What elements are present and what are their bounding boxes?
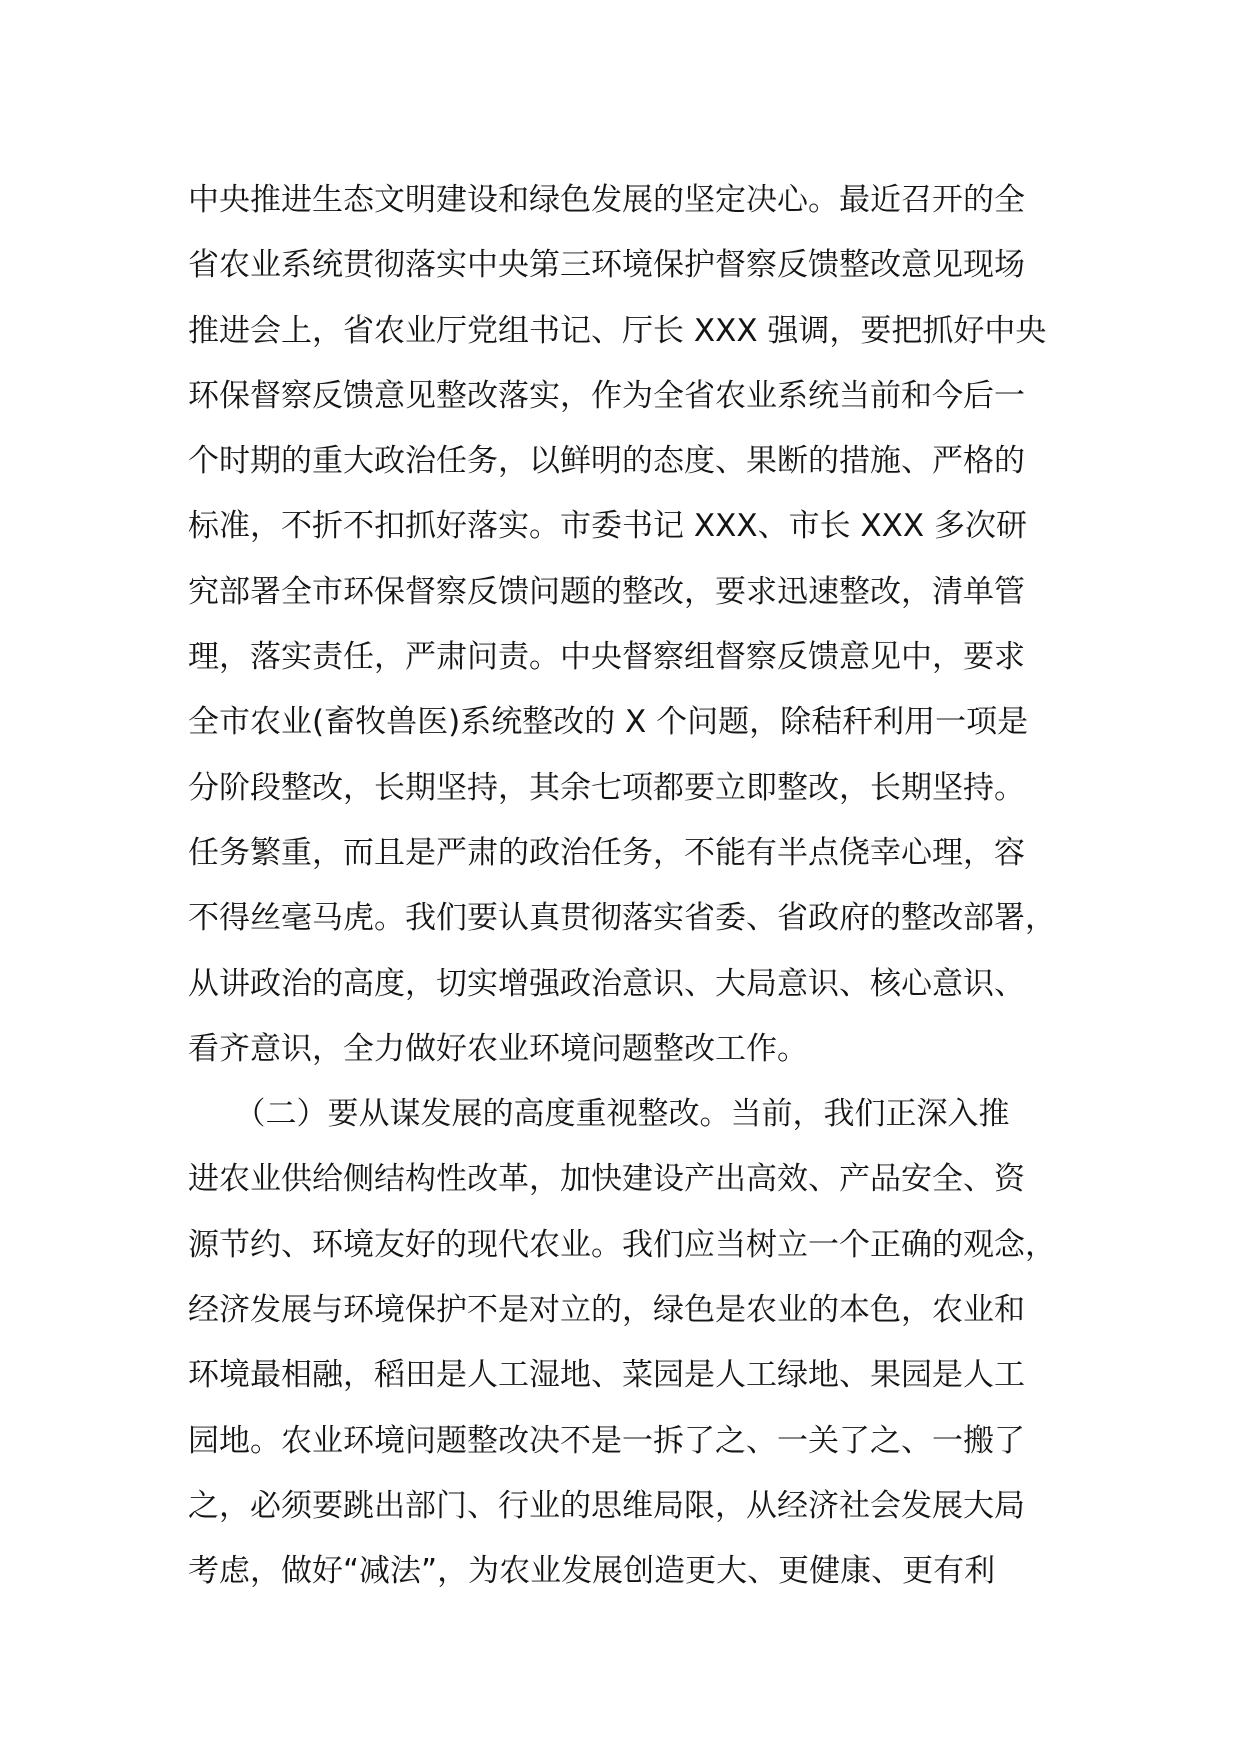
body-text	[188, 168, 1088, 1605]
text-line: 进农业供给侧结构性改革，加快建设产出高效、产品安全、资	[188, 1161, 1025, 1198]
text-line: 全市农业(畜牧兽医)系统整改的 X 个问题，除秸秆利用一项是	[188, 704, 1029, 741]
text-line: 个时期的重大政治任务，以鲜明的态度、果断的措施、严格的	[188, 443, 1025, 480]
text-line: 考虑，做好“减法”，为农业发展创造更大、更健康、更有利	[188, 1553, 996, 1590]
text-line: 之，必须要跳出部门、行业的思维局限，从经济社会发展大局	[188, 1487, 1025, 1524]
text-line: 经济发展与环境保护不是对立的，绿色是农业的本色，农业和	[188, 1292, 1025, 1329]
text-line: 环保督察反馈意见整改落实，作为全省农业系统当前和今后一	[188, 377, 1025, 414]
text-line: 环境最相融，稻田是人工湿地、菜园是人工绿地、果园是人工	[188, 1357, 1025, 1394]
text-line: 省农业系统贯彻落实中央第三环境保护督察反馈整改意见现场	[188, 247, 1025, 284]
text-line: 理，落实责任，严肃问责。中央督察组督察反馈意见中，要求	[188, 639, 1025, 676]
text-line: 不得丝毫马虎。我们要认真贯彻落实省委、省政府的整改部署，	[188, 900, 1056, 937]
text-line: 源节约、环境友好的现代农业。我们应当树立一个正确的观念，	[188, 1226, 1056, 1263]
text-line: 从讲政治的高度，切实增强政治意识、大局意识、核心意识、	[188, 965, 1025, 1002]
section-heading-line: （二）要从谋发展的高度重视整改。当前，我们正深入推	[188, 1096, 1010, 1133]
text-line: 分阶段整改，长期坚持，其余七项都要立即整改，长期坚持。	[188, 769, 1025, 806]
text-line: 究部署全市环保督察反馈问题的整改，要求迅速整改，清单管	[188, 573, 1025, 610]
text-line: 推进会上，省农业厅党组书记、厅长 XXX 强调，要把抓好中央	[188, 312, 1047, 349]
text-line: 园地。农业环境问题整改决不是一拆了之、一关了之、一搬了	[188, 1422, 1025, 1459]
text-line: 任务繁重，而且是严肃的政治任务，不能有半点侥幸心理，容	[188, 834, 1025, 871]
text-line: 标准，不折不扣抓好落实。市委书记 XXX、市长 XXX 多次研	[188, 508, 1027, 545]
text-line: 中央推进生态文明建设和绿色发展的坚定决心。最近召开的全	[188, 182, 1025, 218]
text-line: 看齐意识，全力做好农业环境问题整改工作。	[188, 1030, 808, 1067]
